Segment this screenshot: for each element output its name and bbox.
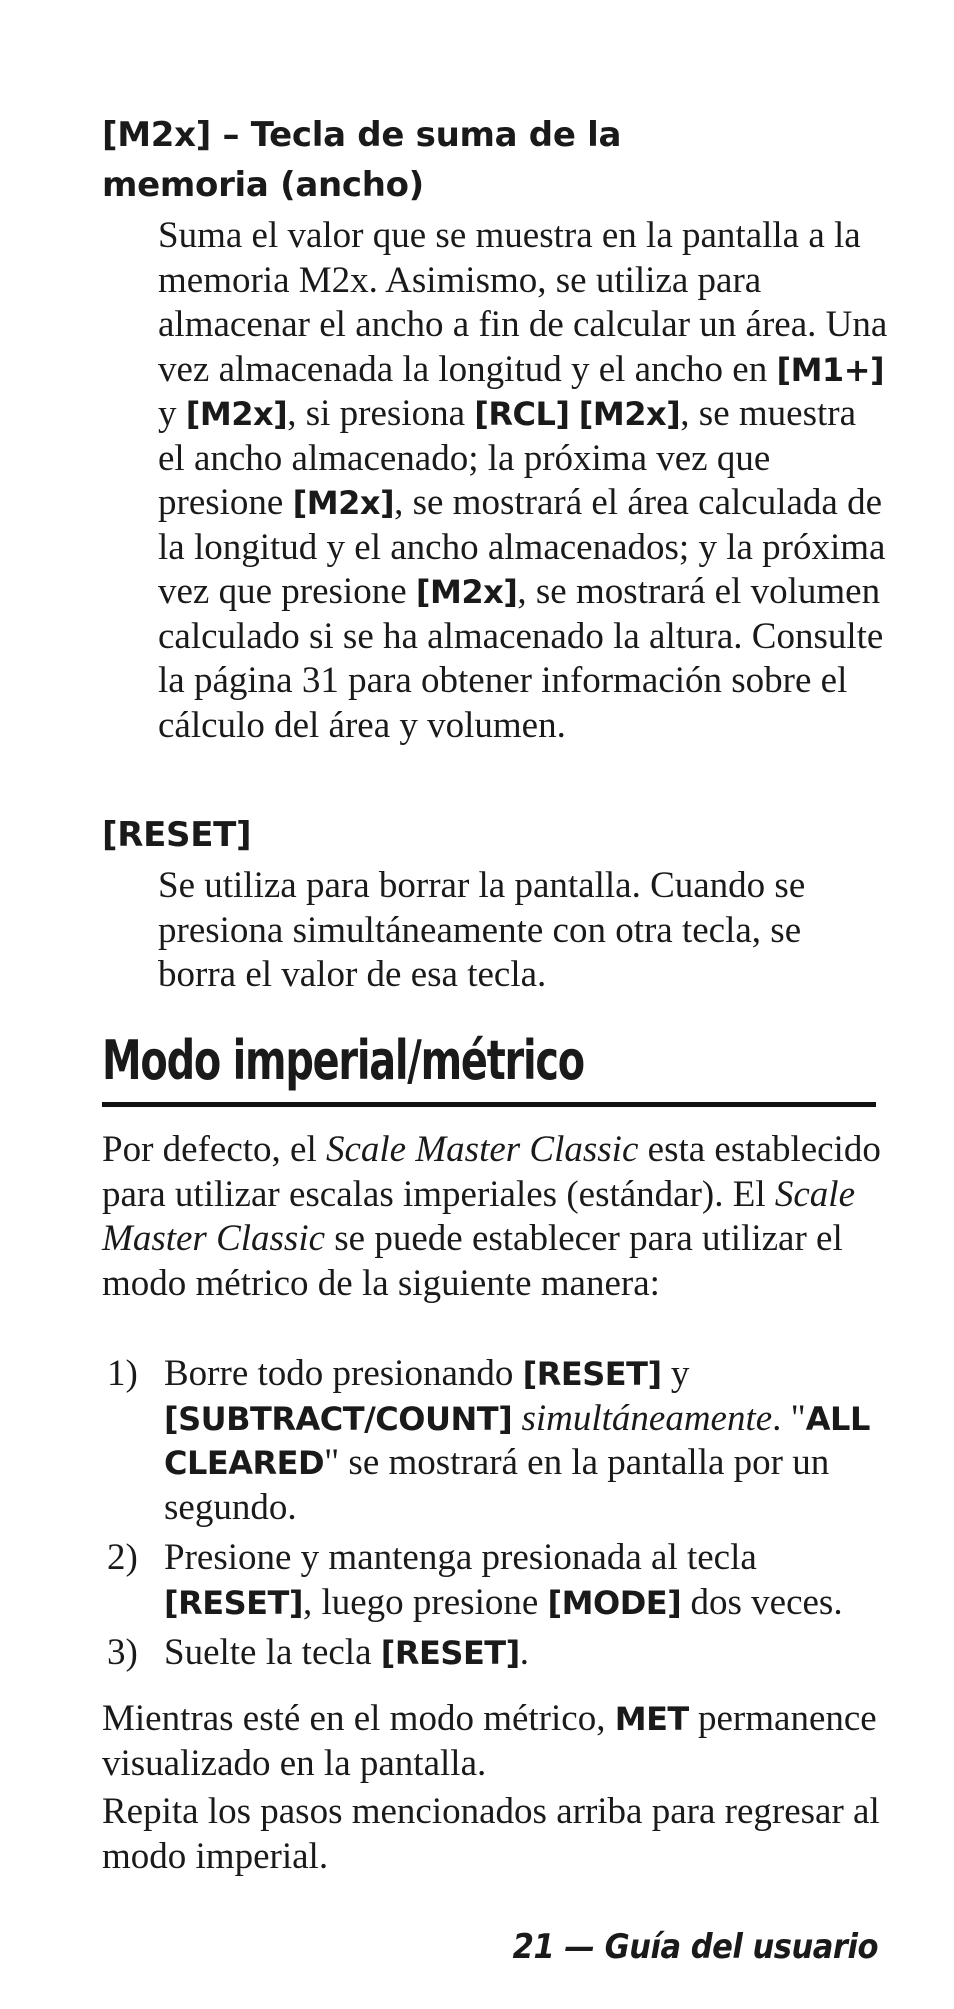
key-m2x: [M2x] (415, 573, 518, 611)
key-mode: [MODE] (547, 1583, 682, 1622)
section-intro: Por defecto, el Scale Master Classic esta establecido para utilizar escalas imperiales (estándar). El Scale Master Classic se puede establecer para utilizar el modo métrico de la siguiente manera: (102, 1129, 881, 1304)
key-m2x: [M2x] (185, 395, 288, 433)
list-item: 3) Suelte la tecla [RESET]. (102, 1631, 892, 1676)
steps-list (102, 1352, 892, 1676)
key-reset: [RESET] (522, 1355, 662, 1393)
product-name: Scale Master Classic (325, 1129, 639, 1170)
metric-note: Mientras esté en el modo métrico, MET permanence visualizado en la pantalla. (102, 1698, 877, 1784)
key-subtract-count: [SUBTRACT/COUNT] (164, 1399, 513, 1438)
product-name: Scale Master Classic (102, 1173, 855, 1259)
key-m2x: [M2x] (292, 484, 395, 522)
section-title: Modo imperial/métrico (102, 1029, 584, 1092)
key-m2x: [M2x] (578, 395, 681, 433)
key-reset: [RESET] (164, 1583, 303, 1622)
section-divider (102, 1102, 876, 1107)
list-item: 1) Borre todo presionando [RESET] y [SUBTRACT/COUNT] simultáneamente. "ALL CLEARED" se mostrará en la pantalla por un segundo. (107, 1353, 870, 1528)
m2x-heading-line2: memoria (ancho) (102, 165, 424, 205)
key-reset: [RESET] (380, 1634, 520, 1672)
m2x-heading (102, 110, 621, 210)
step-number: 1) (107, 1353, 138, 1394)
reset-heading: [RESET] (102, 815, 252, 855)
key-rcl: [RCL] (474, 395, 570, 433)
m2x-heading-line1: [M2x] – Tecla de suma de la (102, 115, 622, 155)
key-m1-plus: [M1+] (776, 350, 885, 389)
repeat-note: Repita los pasos mencionados arriba para regresar al modo imperial. (102, 1791, 880, 1877)
m2x-description: Suma el valor que se muestra en la pantalla a la memoria M2x. Asimismo, se utiliza para almacenar el ancho a fin de calcular un área. Una vez almacenada la longitud y el ancho en [M1+] y [M2x], si presiona [RCL] [M2x], se muestra el ancho almacenado; la próxima vez que presione [M2x], se mostrará el área calculada de la longitud y el ancho almacenados; y la próxima vez que presione [M2x], se mostrará el volumen calculado si se ha almacenado la altura. Consulte la página 31 para obtener información sobre el cálculo del área y volumen. (158, 215, 888, 746)
list-item: 2) Presione y mantenga presionada al tecla [RESET], luego presione [MODE] dos veces. (107, 1537, 843, 1623)
reset-description: Se utiliza para borrar la pantalla. Cuando se presiona simultáneamente con otra tecla, se borra el valor de esa tecla. (158, 865, 806, 995)
display-indicator-met: MET (614, 1700, 689, 1738)
step-number: 3) (107, 1632, 138, 1673)
page-footer: 21 — Guía del usuario (512, 1927, 878, 1967)
display-message: ALL CLEARED (164, 1399, 870, 1482)
step-number: 2) (107, 1537, 138, 1578)
